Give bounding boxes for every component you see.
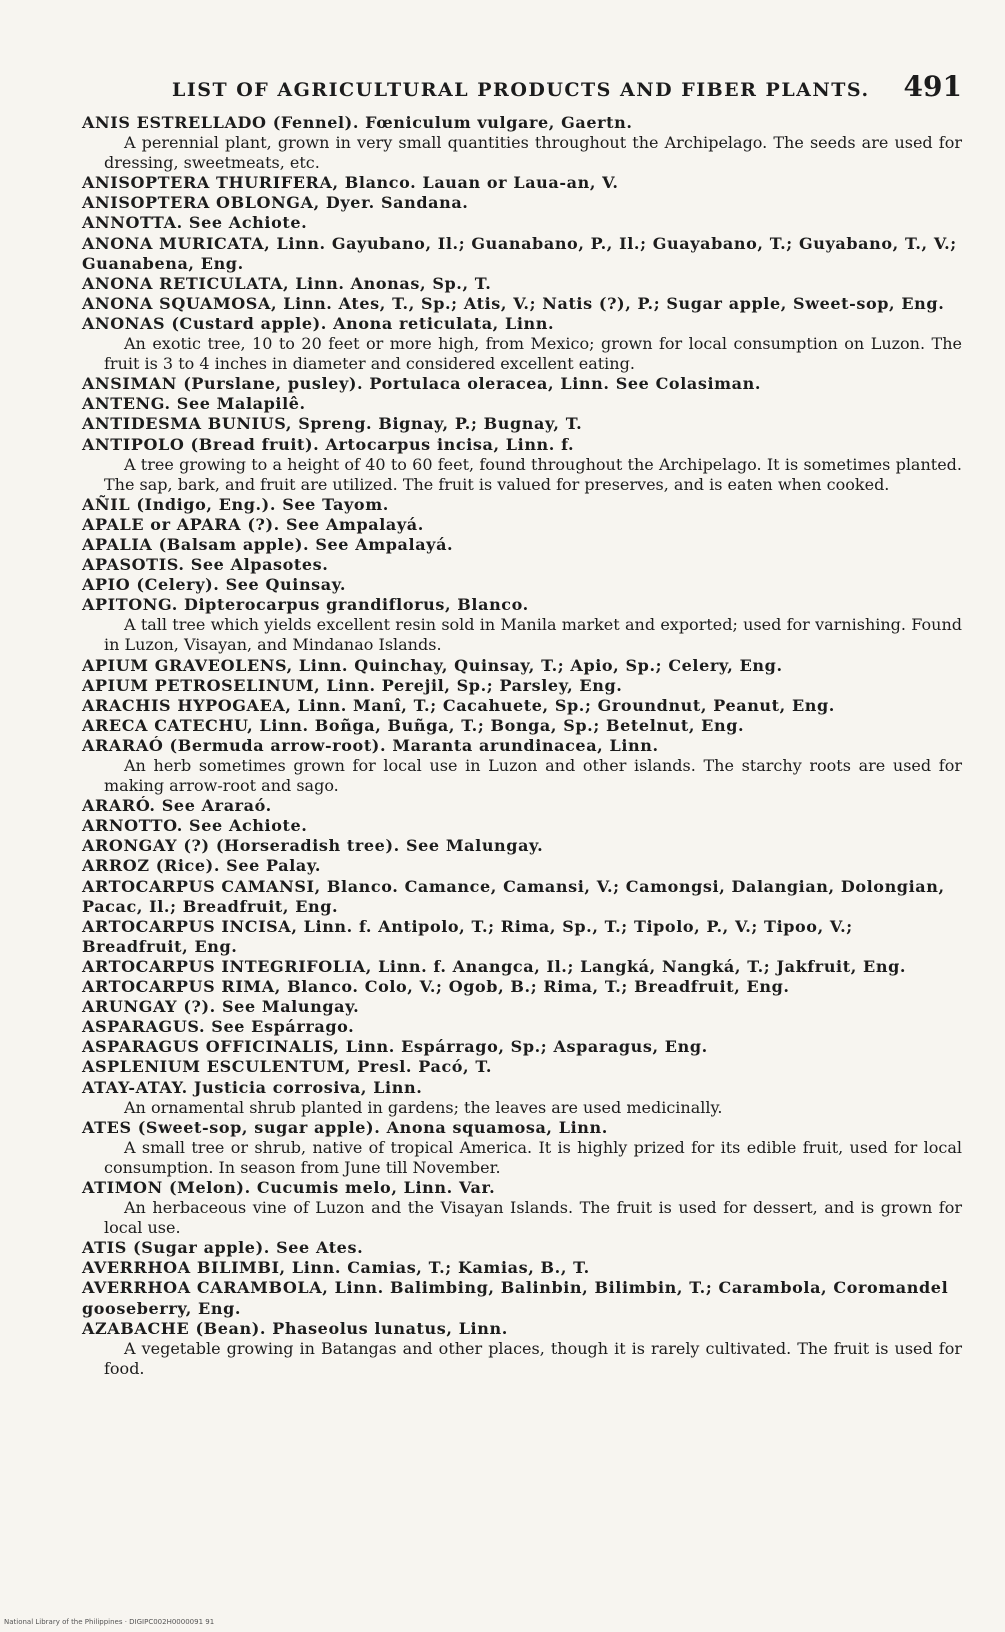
entry-headword: ANTIPOLO (Bread fruit). Artocarpus incisa, Linn. f. bbox=[82, 434, 575, 454]
entry-headword: ARTOCARPUS CAMANSI, Blanco. Camance, Camansi, V.; Camongsi, Dalangian, Dolongian, Pacac, Il.; Breadfruit, Eng. bbox=[82, 876, 945, 916]
entry-headword: AÑIL (Indigo, Eng.). See Tayom. bbox=[82, 494, 389, 514]
entry-headword: ARNOTTO. See Achiote. bbox=[82, 816, 308, 836]
entry-headword: ANONA MURICATA, Linn. Gayubano, Il.; Guanabano, P., Il.; Guayabano, T.; Guyabano, T., V.; Guanabena, Eng. bbox=[82, 233, 957, 273]
entry-headword: APITONG. Dipterocarpus grandiflorus, Blanco. bbox=[82, 595, 529, 615]
entry-headword: ANISOPTERA THURIFERA, Blanco. Lauan or Laua-an, V. bbox=[82, 173, 619, 193]
entry-description: A perennial plant, grown in very small quantities throughout the Archipelago. The seeds are used for dressing, sweetmeats, etc. bbox=[104, 133, 962, 173]
entry-headword: ANISOPTERA OBLONGA, Dyer. Sandana. bbox=[82, 193, 469, 213]
entry-description: An herb sometimes grown for local use in Luzon and other islands. The starchy roots are used for making arrow-root and sago. bbox=[104, 756, 962, 796]
page-number: 491 bbox=[903, 70, 962, 103]
entry-headword: ANIS ESTRELLADO (Fennel). Fœniculum vulgare, Gaertn. bbox=[82, 113, 633, 132]
entry-headword: ANONA RETICULATA, Linn. Anonas, Sp., T. bbox=[82, 273, 492, 293]
scan-footer: National Library of the Philippines · DIGIPC002H0000091 91 bbox=[4, 1618, 215, 1626]
running-title: LIST OF AGRICULTURAL PRODUCTS AND FIBER PLANTS. bbox=[172, 79, 870, 101]
entry-description: An herbaceous vine of Luzon and the Visayan Islands. The fruit is used for dessert, and is grown for local use. bbox=[104, 1198, 962, 1238]
entry-headword: APASOTIS. See Alpasotes. bbox=[82, 555, 329, 575]
entry-description: An ornamental shrub planted in gardens; the leaves are used medicinally. bbox=[124, 1097, 723, 1117]
entry-headword: ARACHIS HYPOGAEA, Linn. Manî, T.; Cacahuete, Sp.; Groundnut, Peanut, Eng. bbox=[82, 695, 835, 715]
entry-headword: APIO (Celery). See Quinsay. bbox=[82, 575, 346, 595]
entry-headword: AVERRHOA CARAMBOLA, Linn. Balimbing, Balinbin, Bilimbin, T.; Carambola, Coromandel gooseberry, Eng. bbox=[82, 1278, 949, 1318]
entry-headword: APIUM PETROSELINUM, Linn. Perejil, Sp.; Parsley, Eng. bbox=[82, 675, 623, 695]
entry-headword: ATIS (Sugar apple). See Ates. bbox=[82, 1238, 364, 1258]
entry-headword: ASPARAGUS. See Espárrago. bbox=[82, 1017, 355, 1037]
entry-description: A vegetable growing in Batangas and other places, though it is rarely cultivated. The fruit is used for food. bbox=[104, 1338, 962, 1378]
entry-headword: ARARÓ. See Araraó. bbox=[82, 796, 272, 816]
entry-description: An exotic tree, 10 to 20 feet or more high, from Mexico; grown for local consumption on Luzon. The fruit is 3 to 4 inches in diameter and considered excellent eating. bbox=[104, 334, 962, 374]
entry-headword: APALIA (Balsam apple). See Ampalayá. bbox=[82, 534, 454, 554]
entry-headword: ANSIMAN (Purslane, pusley). Portulaca oleracea, Linn. See Colasiman. bbox=[82, 374, 762, 394]
entry-description: A tree growing to a height of 40 to 60 feet, found throughout the Archipelago. It is sometimes planted. The sap, bark, and fruit are utilized. The fruit is valued for preserves, and is eaten when cooked. bbox=[104, 454, 962, 494]
book-page bbox=[82, 70, 962, 1379]
entry-headword: ATAY-ATAY. Justicia corrosiva, Linn. bbox=[82, 1077, 423, 1097]
entry-description: A tall tree which yields excellent resin sold in Manila market and exported; used for varnishing. Found in Luzon, Visayan, and Mindanao Islands. bbox=[104, 615, 962, 655]
entry-headword: ASPARAGUS OFFICINALIS, Linn. Espárrago, Sp.; Asparagus, Eng. bbox=[82, 1037, 708, 1057]
entry-description: A small tree or shrub, native of tropical America. It is highly prized for its edible fruit, used for local consumption. In season from June till November. bbox=[104, 1137, 962, 1177]
entry-headword: ANONAS (Custard apple). Anona reticulata, Linn. bbox=[82, 313, 555, 333]
entry-headword: ANTENG. See Malapilê. bbox=[82, 394, 306, 414]
entry-headword: ARTOCARPUS INCISA, Linn. f. Antipolo, T.; Rima, Sp., T.; Tipolo, P., V.; Tipoo, V.; Breadfruit, Eng. bbox=[82, 916, 853, 956]
entry-headword: APIUM GRAVEOLENS, Linn. Quinchay, Quinsay, T.; Apio, Sp.; Celery, Eng. bbox=[82, 655, 783, 675]
entry-headword: ARROZ (Rice). See Palay. bbox=[82, 856, 322, 876]
entry-headword: ARUNGAY (?). See Malungay. bbox=[82, 997, 360, 1017]
glossary-entries bbox=[82, 113, 962, 1379]
entry-headword: ATIMON (Melon). Cucumis melo, Linn. Var. bbox=[82, 1177, 496, 1197]
entry-headword: ARTOCARPUS INTEGRIFOLIA, Linn. f. Anangca, Il.; Langká, Nangká, T.; Jakfruit, Eng. bbox=[82, 956, 907, 976]
entry-headword: ATES (Sweet-sop, sugar apple). Anona squamosa, Linn. bbox=[82, 1117, 608, 1137]
entry-headword: AZABACHE (Bean). Phaseolus lunatus, Linn. bbox=[82, 1318, 508, 1338]
entry-headword: ASPLENIUM ESCULENTUM, Presl. Pacó, T. bbox=[82, 1057, 493, 1077]
entry-headword: ANTIDESMA BUNIUS, Spreng. Bignay, P.; Bugnay, T. bbox=[82, 414, 583, 434]
entry-headword: ANNOTTA. See Achiote. bbox=[82, 213, 308, 233]
entry-headword: AVERRHOA BILIMBI, Linn. Camias, T.; Kamias, B., T. bbox=[82, 1258, 590, 1278]
entry-headword: ARONGAY (?) (Horseradish tree). See Malungay. bbox=[82, 836, 544, 856]
entry-headword: ARECA CATECHU, Linn. Boñga, Buñga, T.; Bonga, Sp.; Betelnut, Eng. bbox=[82, 715, 745, 735]
entry-headword: APALE or APARA (?). See Ampalayá. bbox=[82, 514, 424, 534]
page-header bbox=[172, 70, 962, 103]
entry-headword: ANONA SQUAMOSA, Linn. Ates, T., Sp.; Atis, V.; Natis (?), P.; Sugar apple, Sweet-sop, Eng. bbox=[82, 293, 945, 313]
entry-headword: ARTOCARPUS RIMA, Blanco. Colo, V.; Ogob, B.; Rima, T.; Breadfruit, Eng. bbox=[82, 977, 790, 997]
entry-headword: ARARAÓ (Bermuda arrow-root). Maranta arundinacea, Linn. bbox=[82, 735, 659, 755]
